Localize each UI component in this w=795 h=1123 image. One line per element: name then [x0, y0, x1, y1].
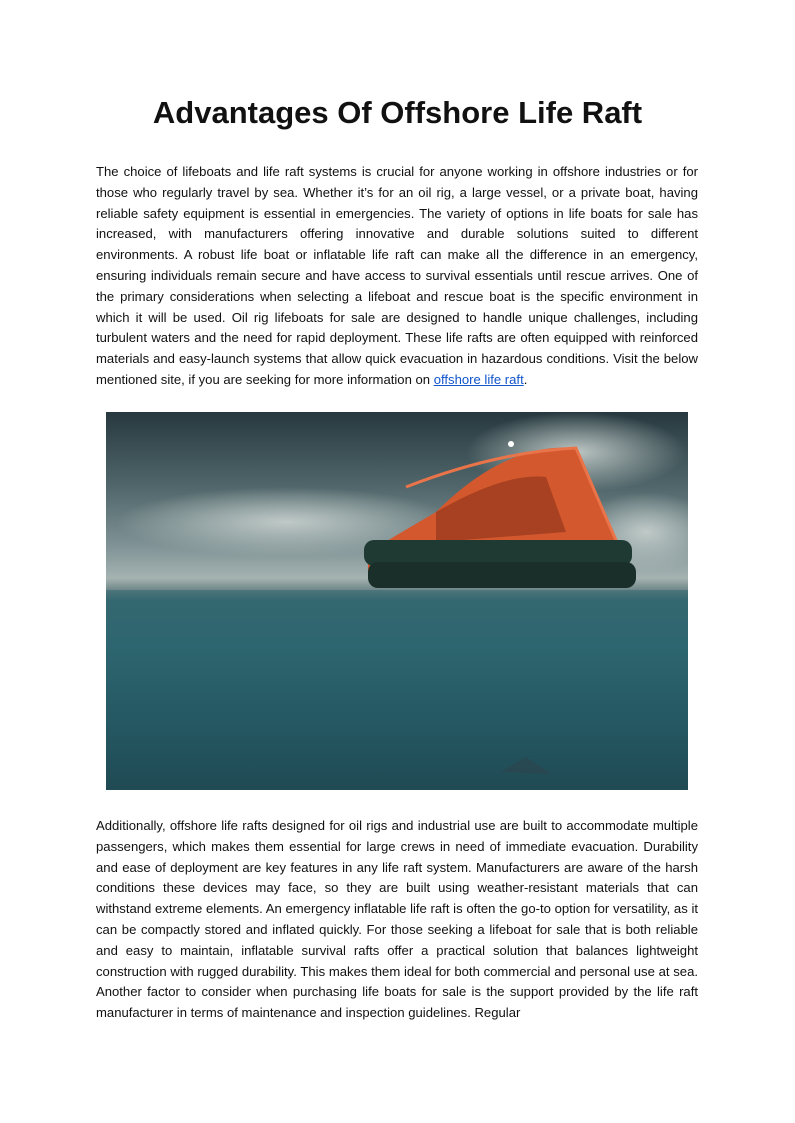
offshore-life-raft-link[interactable]: offshore life raft	[433, 371, 524, 387]
intro-end: .	[523, 371, 528, 387]
intro-text: The choice of lifeboats and life raft systems is crucial for anyone working in offshore industries or for those who regularly travel by sea. Whether it’s for an oil rig, a large vessel, or a private boat, having reliable safety equipment is essential in emergencies. The variety of options in life boats for sale has increased, with manufacturers offering innovative and durable solutions suited to different environments. A robust life boat or inflatable life raft can make all the difference in an emergency, ensuring individuals remain secure and have access to survival essentials until rescue arrives. One of the primary considerations when selecting a lifeboat and rescue boat is the specific environment in which it will be used. Oil rig lifeboats for sale are designed to handle unique challenges, including turbulent waters and the need for rapid deployment. These life rafts are often equipped with reinforced materials and easy-launch systems that allow quick evacuation in hazardous conditions. Visit the below mentioned site, if you are seeking for more information on	[96, 164, 698, 387]
intro-paragraph	[96, 162, 698, 391]
page-title: Advantages Of Offshore Life Raft	[152, 95, 643, 130]
life-raft-photo	[106, 412, 688, 790]
second-paragraph: Additionally, offshore life rafts designed for oil rigs and industrial use are built to accommodate multiple passengers, which makes them essential for large crews in need of immediate evacuation. Durability and ease of deployment are key features in any life raft system. Manufacturers are aware of the harsh conditions these devices may face, so they are built using weather-resistant materials that can withstand extreme elements. An emergency inflatable life raft is often the go-to option for versatility, as it can be compactly stored and inflated quickly. For those seeking a lifeboat for sale that is both reliable and easy to maintain, inflatable survival rafts offer a practical solution that balances lightweight construction with rugged durability. This makes them ideal for both commercial and personal use at sea. Another factor to consider when purchasing life boats for sale is the support provided by the life raft manufacturer in terms of maintenance and inspection guidelines. Regular	[96, 818, 698, 1021]
